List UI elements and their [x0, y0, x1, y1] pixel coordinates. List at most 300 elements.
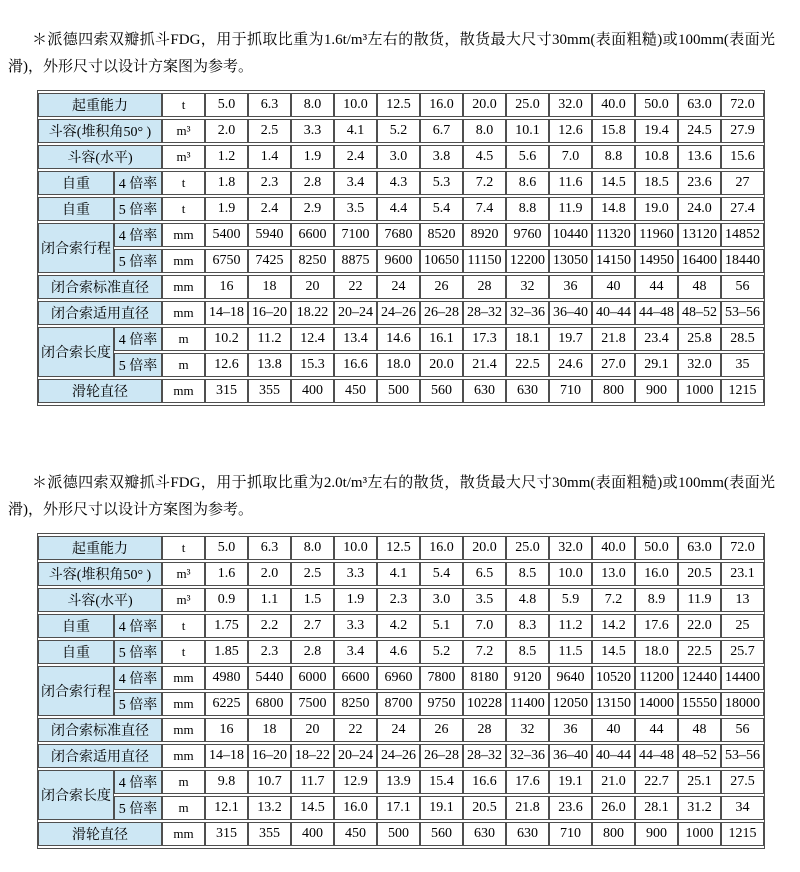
value-cell: 8.9: [635, 588, 678, 612]
value-cell: 3.3: [291, 119, 334, 143]
value-cell: 1.1: [248, 588, 291, 612]
table-row: [38, 640, 764, 664]
value-cell: 36–40: [549, 301, 592, 325]
value-cell: 24.6: [549, 353, 592, 377]
value-cell: 22.7: [635, 770, 678, 794]
value-cell: 355: [248, 822, 291, 846]
row-label: 滑轮直径: [38, 822, 162, 846]
value-cell: 28: [463, 275, 506, 299]
value-cell: 1.4: [248, 145, 291, 169]
row-label: 闭合索标准直径: [38, 718, 162, 742]
value-cell: 9.8: [205, 770, 248, 794]
value-cell: 6.7: [420, 119, 463, 143]
value-cell: 16: [205, 718, 248, 742]
value-cell: 22: [334, 275, 377, 299]
value-cell: 2.8: [291, 640, 334, 664]
value-cell: 23.4: [635, 327, 678, 351]
value-cell: 48: [678, 275, 721, 299]
value-cell: 63.0: [678, 536, 721, 560]
row-label: 起重能力: [38, 536, 162, 560]
value-cell: 48: [678, 718, 721, 742]
value-cell: 18.0: [635, 640, 678, 664]
value-cell: 10650: [420, 249, 463, 273]
value-cell: 20.5: [463, 796, 506, 820]
value-cell: 630: [506, 822, 549, 846]
value-cell: 15.3: [291, 353, 334, 377]
spec-table-1: [37, 90, 765, 406]
value-cell: 44: [635, 275, 678, 299]
value-cell: 20.0: [463, 536, 506, 560]
table-row: [38, 223, 764, 247]
unit-cell: mm: [162, 718, 205, 742]
value-cell: 8.8: [506, 197, 549, 221]
value-cell: 13150: [592, 692, 635, 716]
row-sublabel: 4 倍率: [114, 614, 162, 638]
value-cell: 11.7: [291, 770, 334, 794]
row-label: 闭合索行程: [38, 223, 114, 273]
value-cell: 5.4: [420, 562, 463, 586]
value-cell: 900: [635, 822, 678, 846]
value-cell: 44: [635, 718, 678, 742]
value-cell: 11.6: [549, 171, 592, 195]
value-cell: 1.8: [205, 171, 248, 195]
value-cell: 12200: [506, 249, 549, 273]
value-cell: 4.8: [506, 588, 549, 612]
value-cell: 9640: [549, 666, 592, 690]
value-cell: 2.5: [248, 119, 291, 143]
value-cell: 3.0: [377, 145, 420, 169]
value-cell: 7500: [291, 692, 334, 716]
value-cell: 17.3: [463, 327, 506, 351]
value-cell: 11.2: [549, 614, 592, 638]
table-row: [38, 614, 764, 638]
value-cell: 8.6: [506, 171, 549, 195]
value-cell: 29.1: [635, 353, 678, 377]
value-cell: 53–56: [721, 301, 764, 325]
value-cell: 16.0: [420, 536, 463, 560]
value-cell: 56: [721, 718, 764, 742]
value-cell: 13.0: [592, 562, 635, 586]
section-intro-paragraph: ＊派德四索双瓣抓斗FDG，用于抓取比重为1.6t/m³左右的散货，散货最大尺寸30mm(表面粗糙)或100mm(表面光滑)，外形尺寸以设计方案图为参考。: [8, 32, 775, 75]
value-cell: 26: [420, 718, 463, 742]
value-cell: 28–32: [463, 744, 506, 768]
value-cell: 2.0: [205, 119, 248, 143]
value-cell: 500: [377, 379, 420, 403]
value-cell: 23.6: [678, 171, 721, 195]
value-cell: 16: [205, 275, 248, 299]
row-sublabel: 5 倍率: [114, 353, 162, 377]
value-cell: 10.1: [506, 119, 549, 143]
value-cell: 6600: [291, 223, 334, 247]
value-cell: 20.0: [463, 93, 506, 117]
value-cell: 630: [506, 379, 549, 403]
unit-cell: mm: [162, 249, 205, 273]
value-cell: 22.5: [506, 353, 549, 377]
value-cell: 3.4: [334, 640, 377, 664]
value-cell: 8.5: [506, 562, 549, 586]
value-cell: 5400: [205, 223, 248, 247]
value-cell: 13120: [678, 223, 721, 247]
value-cell: 32: [506, 718, 549, 742]
value-cell: 1215: [721, 379, 764, 403]
value-cell: 26.0: [592, 796, 635, 820]
table-row: [38, 275, 764, 299]
value-cell: 2.3: [377, 588, 420, 612]
value-cell: 11320: [592, 223, 635, 247]
unit-cell: t: [162, 614, 205, 638]
value-cell: 7.2: [463, 640, 506, 664]
value-cell: 53–56: [721, 744, 764, 768]
value-cell: 15.4: [420, 770, 463, 794]
value-cell: 1.6: [205, 562, 248, 586]
table-row: [38, 119, 764, 143]
value-cell: 11960: [635, 223, 678, 247]
row-label: 自重: [38, 171, 114, 195]
value-cell: 900: [635, 379, 678, 403]
value-cell: 26–28: [420, 744, 463, 768]
unit-cell: m: [162, 796, 205, 820]
section-intro-paragraph: ＊派德四索双瓣抓斗FDG，用于抓取比重为2.0t/m³左右的散货，散货最大尺寸30mm(表面粗糙)或100mm(表面光滑)，外形尺寸以设计方案图为参考。: [8, 475, 775, 518]
table-row: [38, 666, 764, 690]
value-cell: 4.6: [377, 640, 420, 664]
value-cell: 18: [248, 275, 291, 299]
value-cell: 8250: [334, 692, 377, 716]
value-cell: 5440: [248, 666, 291, 690]
value-cell: 26–28: [420, 301, 463, 325]
value-cell: 63.0: [678, 93, 721, 117]
value-cell: 3.4: [334, 171, 377, 195]
value-cell: 12.1: [205, 796, 248, 820]
row-label: 闭合索行程: [38, 666, 114, 716]
value-cell: 4.2: [377, 614, 420, 638]
value-cell: 4.1: [377, 562, 420, 586]
value-cell: 7.0: [549, 145, 592, 169]
value-cell: 40.0: [592, 536, 635, 560]
value-cell: 18.22: [291, 301, 334, 325]
value-cell: 560: [420, 379, 463, 403]
value-cell: 7425: [248, 249, 291, 273]
value-cell: 25.7: [721, 640, 764, 664]
table-row: [38, 197, 764, 221]
value-cell: 2.2: [248, 614, 291, 638]
value-cell: 20: [291, 275, 334, 299]
value-cell: 3.3: [334, 614, 377, 638]
row-label: 斗容(水平): [38, 145, 162, 169]
value-cell: 400: [291, 822, 334, 846]
value-cell: 8920: [463, 223, 506, 247]
value-cell: 2.7: [291, 614, 334, 638]
value-cell: 18000: [721, 692, 764, 716]
value-cell: 6800: [248, 692, 291, 716]
table-row: [38, 145, 764, 169]
value-cell: 18: [248, 718, 291, 742]
row-sublabel: 4 倍率: [114, 171, 162, 195]
value-cell: 16.1: [420, 327, 463, 351]
value-cell: 3.3: [334, 562, 377, 586]
value-cell: 21.8: [506, 796, 549, 820]
value-cell: 6225: [205, 692, 248, 716]
value-cell: 7.4: [463, 197, 506, 221]
value-cell: 8700: [377, 692, 420, 716]
value-cell: 14400: [721, 666, 764, 690]
row-label: 自重: [38, 197, 114, 221]
value-cell: 630: [463, 379, 506, 403]
value-cell: 355: [248, 379, 291, 403]
value-cell: 11150: [463, 249, 506, 273]
value-cell: 7.2: [463, 171, 506, 195]
value-cell: 40: [592, 275, 635, 299]
value-cell: 1.9: [291, 145, 334, 169]
table-row: [38, 822, 764, 846]
value-cell: 11400: [506, 692, 549, 716]
value-cell: 14–18: [205, 301, 248, 325]
value-cell: 48–52: [678, 744, 721, 768]
value-cell: 20–24: [334, 744, 377, 768]
value-cell: 24.0: [678, 197, 721, 221]
unit-cell: t: [162, 171, 205, 195]
table-row: [38, 744, 764, 768]
value-cell: 5940: [248, 223, 291, 247]
value-cell: 9760: [506, 223, 549, 247]
value-cell: 2.0: [248, 562, 291, 586]
value-cell: 32.0: [549, 93, 592, 117]
value-cell: 10440: [549, 223, 592, 247]
value-cell: 800: [592, 379, 635, 403]
value-cell: 560: [420, 822, 463, 846]
value-cell: 2.4: [248, 197, 291, 221]
value-cell: 40–44: [592, 744, 635, 768]
value-cell: 44–48: [635, 744, 678, 768]
value-cell: 14.2: [592, 614, 635, 638]
row-sublabel: 4 倍率: [114, 666, 162, 690]
value-cell: 28: [463, 718, 506, 742]
value-cell: 1.5: [291, 588, 334, 612]
row-label: 闭合索长度: [38, 327, 114, 377]
value-cell: 8250: [291, 249, 334, 273]
value-cell: 315: [205, 822, 248, 846]
value-cell: 6600: [334, 666, 377, 690]
value-cell: 6.5: [463, 562, 506, 586]
value-cell: 6000: [291, 666, 334, 690]
value-cell: 28.1: [635, 796, 678, 820]
table-row: [38, 796, 764, 820]
value-cell: 25.8: [678, 327, 721, 351]
value-cell: 9600: [377, 249, 420, 273]
value-cell: 31.2: [678, 796, 721, 820]
value-cell: 13: [721, 588, 764, 612]
value-cell: 4980: [205, 666, 248, 690]
value-cell: 13.4: [334, 327, 377, 351]
value-cell: 450: [334, 379, 377, 403]
value-cell: 20.5: [678, 562, 721, 586]
value-cell: 22.5: [678, 640, 721, 664]
value-cell: 24.5: [678, 119, 721, 143]
value-cell: 16.0: [420, 93, 463, 117]
row-label: 起重能力: [38, 93, 162, 117]
value-cell: 19.4: [635, 119, 678, 143]
value-cell: 1.2: [205, 145, 248, 169]
value-cell: 8.8: [592, 145, 635, 169]
value-cell: 40: [592, 718, 635, 742]
value-cell: 40.0: [592, 93, 635, 117]
value-cell: 6.3: [248, 93, 291, 117]
spec-table-2: [37, 533, 765, 849]
unit-cell: m³: [162, 588, 205, 612]
unit-cell: m: [162, 327, 205, 351]
value-cell: 315: [205, 379, 248, 403]
unit-cell: m³: [162, 562, 205, 586]
value-cell: 15.6: [721, 145, 764, 169]
value-cell: 13.8: [248, 353, 291, 377]
table-row: [38, 249, 764, 273]
value-cell: 25: [721, 614, 764, 638]
unit-cell: m: [162, 353, 205, 377]
table-row: [38, 770, 764, 794]
value-cell: 25.0: [506, 93, 549, 117]
value-cell: 14852: [721, 223, 764, 247]
table-row: [38, 588, 764, 612]
value-cell: 12.6: [205, 353, 248, 377]
table-row: [38, 718, 764, 742]
value-cell: 5.0: [205, 93, 248, 117]
spec-section-2: [0, 406, 800, 849]
row-sublabel: 5 倍率: [114, 249, 162, 273]
table-row: [38, 353, 764, 377]
value-cell: 19.1: [420, 796, 463, 820]
value-cell: 6.3: [248, 536, 291, 560]
value-cell: 24–26: [377, 744, 420, 768]
value-cell: 72.0: [721, 93, 764, 117]
value-cell: 15.8: [592, 119, 635, 143]
value-cell: 16.0: [635, 562, 678, 586]
value-cell: 13.2: [248, 796, 291, 820]
value-cell: 11.5: [549, 640, 592, 664]
value-cell: 1.9: [334, 588, 377, 612]
value-cell: 24: [377, 275, 420, 299]
unit-cell: mm: [162, 666, 205, 690]
value-cell: 4.4: [377, 197, 420, 221]
value-cell: 8.0: [291, 536, 334, 560]
value-cell: 18.1: [506, 327, 549, 351]
value-cell: 14.6: [377, 327, 420, 351]
value-cell: 11.2: [248, 327, 291, 351]
unit-cell: t: [162, 536, 205, 560]
value-cell: 25.1: [678, 770, 721, 794]
value-cell: 10.0: [549, 562, 592, 586]
value-cell: 32.0: [549, 536, 592, 560]
value-cell: 450: [334, 822, 377, 846]
unit-cell: mm: [162, 223, 205, 247]
row-label: 斗容(水平): [38, 588, 162, 612]
row-sublabel: 5 倍率: [114, 692, 162, 716]
value-cell: 7680: [377, 223, 420, 247]
value-cell: 20.0: [420, 353, 463, 377]
value-cell: 27.5: [721, 770, 764, 794]
value-cell: 17.6: [506, 770, 549, 794]
value-cell: 710: [549, 379, 592, 403]
value-cell: 25.0: [506, 536, 549, 560]
value-cell: 12.9: [334, 770, 377, 794]
row-sublabel: 4 倍率: [114, 327, 162, 351]
value-cell: 630: [463, 822, 506, 846]
value-cell: 36: [549, 718, 592, 742]
value-cell: 27.0: [592, 353, 635, 377]
value-cell: 14.5: [592, 640, 635, 664]
unit-cell: t: [162, 640, 205, 664]
row-label: 滑轮直径: [38, 379, 162, 403]
table-row: [38, 379, 764, 403]
row-label: 斗容(堆积角50° ): [38, 119, 162, 143]
value-cell: 2.4: [334, 145, 377, 169]
value-cell: 4.1: [334, 119, 377, 143]
value-cell: 12.6: [549, 119, 592, 143]
value-cell: 12.5: [377, 536, 420, 560]
value-cell: 12.4: [291, 327, 334, 351]
value-cell: 2.8: [291, 171, 334, 195]
value-cell: 28.5: [721, 327, 764, 351]
value-cell: 8.3: [506, 614, 549, 638]
value-cell: 1215: [721, 822, 764, 846]
value-cell: 18.0: [377, 353, 420, 377]
value-cell: 28–32: [463, 301, 506, 325]
value-cell: 19.0: [635, 197, 678, 221]
value-cell: 13.6: [678, 145, 721, 169]
value-cell: 7100: [334, 223, 377, 247]
value-cell: 16.0: [334, 796, 377, 820]
value-cell: 6750: [205, 249, 248, 273]
value-cell: 56: [721, 275, 764, 299]
value-cell: 8180: [463, 666, 506, 690]
value-cell: 11.9: [549, 197, 592, 221]
value-cell: 24–26: [377, 301, 420, 325]
value-cell: 35: [721, 353, 764, 377]
value-cell: 1.85: [205, 640, 248, 664]
value-cell: 1.75: [205, 614, 248, 638]
value-cell: 48–52: [678, 301, 721, 325]
value-cell: 22: [334, 718, 377, 742]
value-cell: 32–36: [506, 744, 549, 768]
table-row: [38, 301, 764, 325]
value-cell: 7800: [420, 666, 463, 690]
row-label: 闭合索长度: [38, 770, 114, 820]
value-cell: 21.8: [592, 327, 635, 351]
unit-cell: t: [162, 197, 205, 221]
value-cell: 7.2: [592, 588, 635, 612]
unit-cell: mm: [162, 275, 205, 299]
value-cell: 12.5: [377, 93, 420, 117]
row-label: 闭合索适用直径: [38, 744, 162, 768]
unit-cell: m: [162, 770, 205, 794]
value-cell: 1000: [678, 822, 721, 846]
value-cell: 21.0: [592, 770, 635, 794]
value-cell: 36: [549, 275, 592, 299]
value-cell: 19.1: [549, 770, 592, 794]
value-cell: 8.0: [463, 119, 506, 143]
value-cell: 20: [291, 718, 334, 742]
value-cell: 44–48: [635, 301, 678, 325]
row-sublabel: 4 倍率: [114, 770, 162, 794]
value-cell: 32.0: [678, 353, 721, 377]
value-cell: 3.0: [420, 588, 463, 612]
row-label: 闭合索标准直径: [38, 275, 162, 299]
value-cell: 14150: [592, 249, 635, 273]
value-cell: 10520: [592, 666, 635, 690]
value-cell: 5.2: [420, 640, 463, 664]
value-cell: 40–44: [592, 301, 635, 325]
row-sublabel: 5 倍率: [114, 197, 162, 221]
unit-cell: mm: [162, 301, 205, 325]
unit-cell: m³: [162, 145, 205, 169]
